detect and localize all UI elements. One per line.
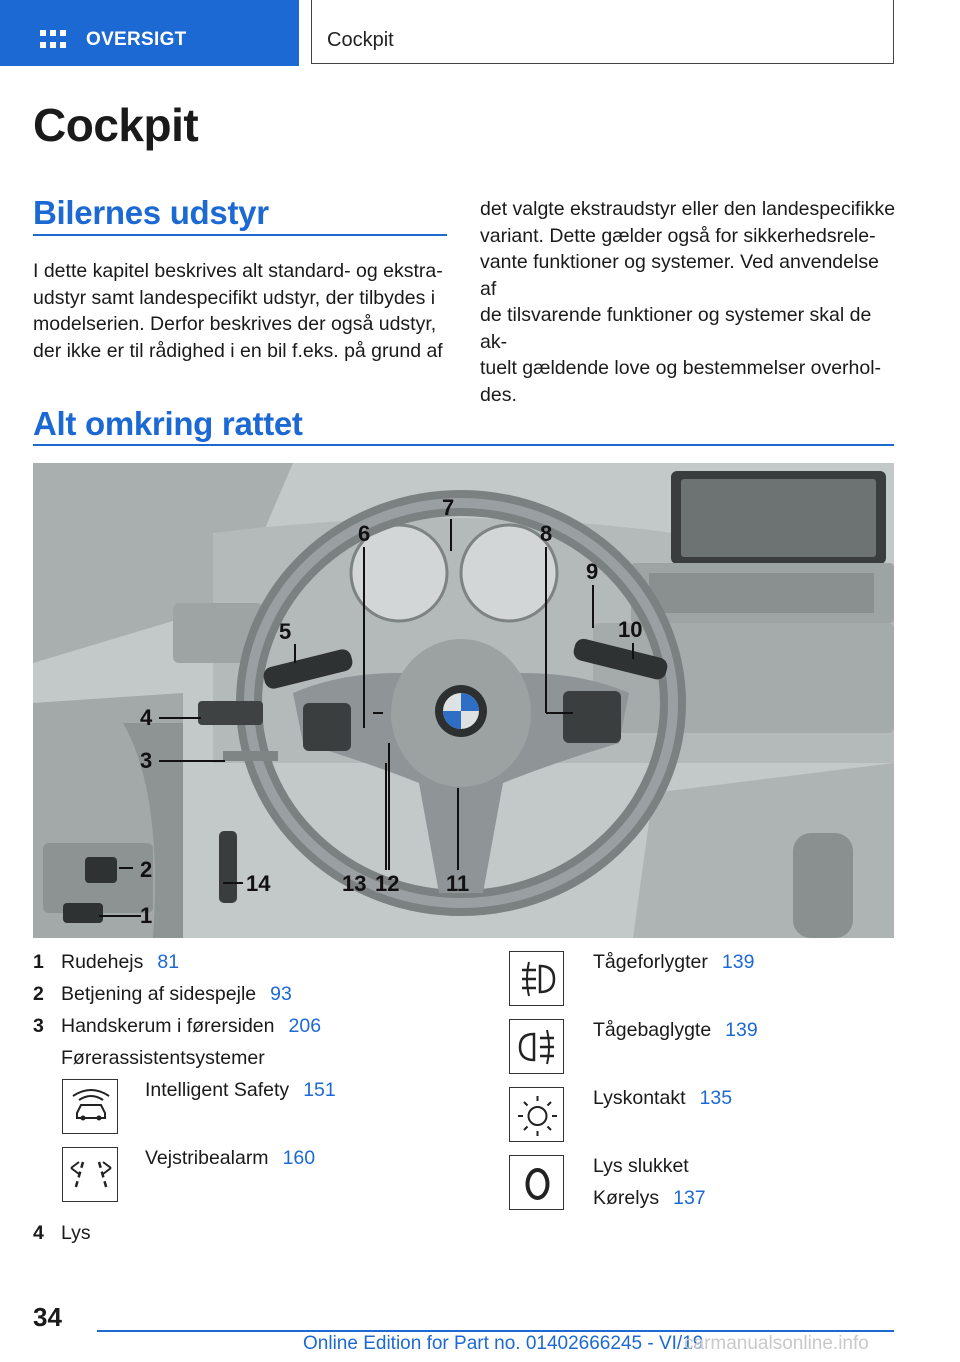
page-link[interactable]: 160 (282, 1147, 316, 1169)
top-bar (0, 0, 960, 66)
legend-item (593, 1155, 689, 1178)
footer-divider (97, 1330, 894, 1332)
callout-9: 9 (586, 559, 599, 584)
legend-item (593, 1187, 706, 1210)
legend-label: Lyskontakt (593, 1087, 686, 1109)
page-link[interactable]: 139 (725, 1019, 758, 1041)
text-line: variant. Dette gælder også for sikkerhedsrele- (480, 224, 876, 247)
legend-item (593, 1087, 732, 1110)
watermark: carmanualsonline.info (684, 1333, 869, 1354)
page-link[interactable]: 135 (699, 1087, 733, 1109)
legend-label: Lys slukket (593, 1155, 689, 1177)
text-line: de tilsvarende funktioner og systemer skal de ak- (480, 304, 872, 353)
callout-14: 14 (246, 871, 271, 896)
callout-1: 1 (140, 903, 153, 928)
callout-12: 12 (375, 871, 400, 896)
text-line: tuelt gældende love og bestemmelser overhol- (480, 357, 882, 379)
section-divider (33, 444, 894, 446)
callout-4: 4 (140, 705, 153, 730)
driver-assist-label: Førerassistentsystemer (61, 1047, 265, 1069)
callout-8: 8 (540, 521, 553, 546)
legend-number: 1 (33, 951, 44, 973)
legend-sub-item (145, 1079, 336, 1102)
legend-item (593, 1019, 758, 1042)
lights-off-icon (509, 1155, 564, 1210)
cockpit-drawing (33, 463, 894, 938)
text-line: modelserien. Derfor beskrives der også udstyr, (33, 313, 437, 335)
intelligent-safety-icon (62, 1079, 118, 1134)
section-divider (33, 234, 447, 236)
front-fog-light-icon (509, 951, 564, 1006)
legend-number: 4 (33, 1222, 44, 1244)
legend-label: Tågebaglygte (593, 1019, 712, 1041)
lane-departure-warning-icon (62, 1147, 118, 1202)
text-line: vante funktioner og systemer. Ved anvendelse af (480, 251, 879, 300)
callout-11: 11 (446, 871, 470, 896)
page-link[interactable]: 151 (303, 1079, 336, 1101)
breadcrumb (311, 0, 894, 64)
intro-column-right (480, 196, 896, 408)
page-link[interactable]: 137 (673, 1187, 706, 1209)
page-link[interactable]: 81 (157, 951, 180, 973)
legend-sub-item (145, 1147, 315, 1170)
page-title: Cockpit (33, 99, 199, 151)
page-link[interactable]: 139 (721, 951, 755, 973)
legend-label: Lys (61, 1222, 91, 1244)
section-heading-equipment: Bilernes udstyr (33, 194, 269, 231)
legend-number: 3 (33, 1015, 44, 1037)
rear-fog-light-icon (509, 1019, 564, 1074)
page-link[interactable]: 93 (270, 983, 292, 1005)
legend-label: Intelligent Safety (145, 1079, 290, 1101)
legend-item (593, 951, 754, 974)
overview-tab-label: OVERSIGT (86, 29, 187, 50)
callout-7: 7 (442, 495, 455, 520)
cockpit-illustration (33, 463, 894, 938)
legend-number: 2 (33, 983, 44, 1005)
light-switch-icon (509, 1087, 564, 1142)
intro-column-left (33, 258, 453, 364)
callout-2: 2 (140, 857, 153, 882)
text-line: udstyr samt landespecifikt udstyr, der tilbydes i (33, 286, 436, 309)
section-heading-steering-wheel: Alt omkring rattet (33, 405, 303, 442)
page-number: 34 (33, 1302, 62, 1332)
legend-label: Rudehejs (61, 951, 144, 973)
legend-label: Handskerum i førersiden (61, 1015, 275, 1037)
text-line: der ikke er til rådighed i en bil f.eks. på grund af (33, 339, 443, 362)
breadcrumb-label[interactable]: Cockpit (327, 29, 394, 51)
callout-3: 3 (140, 748, 153, 773)
grid-icon (40, 30, 66, 50)
text-line: des. (480, 383, 517, 406)
callout-6: 6 (358, 521, 371, 546)
callout-13: 13 (342, 871, 367, 896)
text-line: I dette kapitel beskrives alt standard- og ekstra- (33, 260, 443, 282)
page-link[interactable]: 206 (288, 1015, 322, 1037)
legend-label: Tågeforlygter (593, 951, 708, 973)
legend-label: Vejstribealarm (145, 1147, 269, 1169)
legend-label: Kørelys (593, 1187, 660, 1209)
edition-info: Online Edition for Part no. 01402666245 - VI/19 (303, 1333, 704, 1354)
overview-tab[interactable] (0, 0, 299, 66)
legend-label: Betjening af sidespejle (61, 983, 257, 1005)
text-line: det valgte ekstraudstyr eller den landespecifikke (480, 198, 896, 220)
callout-5: 5 (279, 619, 292, 644)
callout-10: 10 (618, 617, 643, 642)
